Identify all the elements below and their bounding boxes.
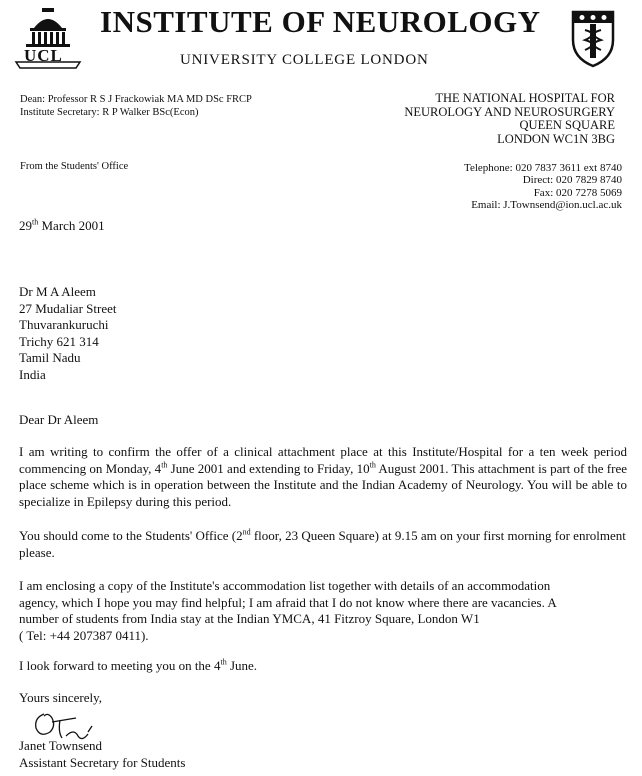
closing: Yours sincerely, — [19, 690, 103, 705]
contact-block — [464, 162, 622, 211]
hospital-crest-logo — [569, 10, 617, 68]
signatory-title: Assistant Secretary for Students — [19, 755, 186, 770]
address-line: Trichy 621 314 — [19, 333, 99, 349]
dean-line: Dean: Professor R S J Frackowiak MA MD DSc FRCP — [20, 94, 252, 105]
ucl-logo — [14, 6, 82, 72]
hospital-address — [404, 92, 615, 146]
hospital-line: THE NATIONAL HOSPITAL FOR — [435, 91, 615, 105]
email: Email: J.Townsend@ion.ucl.ac.uk — [471, 198, 622, 211]
direct-line: Direct: 020 7829 8740 — [522, 174, 622, 187]
telephone: Telephone: 020 7837 3611 ext 8740 — [464, 162, 622, 174]
hospital-line: LONDON WC1N 3BG — [497, 131, 615, 146]
paragraph-offer: I am writing to confirm the offer of a clinical attachment place at this Institute/Hospital for a ten week period commencing on Monday, 4th June 2001 and extending to Friday, 10th August 2001. This attachment is part of the free place scheme which is in operation between the Institute and the Indian Academy of Neurology. You will be able to specialize in Epilepsy during this period. — [19, 444, 627, 509]
recipient-address — [19, 284, 116, 383]
address-line: Tamil Nadu — [19, 350, 81, 365]
signatory-name: Janet Townsend — [19, 738, 102, 753]
hospital-line: QUEEN SQUARE — [519, 118, 615, 132]
letter-date: 29th March 2001 — [19, 217, 105, 233]
hospital-line: NEUROLOGY AND NEUROSURGERY — [404, 104, 615, 119]
institute-title: INSTITUTE OF NEUROLOGY — [100, 4, 541, 39]
salutation: Dear Dr Aleem — [19, 412, 99, 427]
fax: Fax: 020 7278 5069 — [533, 186, 622, 199]
paragraph-accommodation: I am enclosing a copy of the Institute's accommodation list together with details of an accommodation agency, which I hope you may find helpful; I am afraid that I do not know where there are vacancies. A number of students from India stay at the Indian YMCA, 41 Fitzroy Square, London W1 ( Tel: +44 207387 0411). — [19, 578, 557, 643]
ucl-logo-text: UCL — [24, 46, 63, 65]
address-line: Thuvarankuruchi — [19, 317, 109, 332]
institute-subtitle: UNIVERSITY COLLEGE LONDON — [180, 52, 429, 68]
address-line: India — [19, 366, 46, 382]
from-office: From the Students' Office — [20, 161, 129, 172]
secretary-line: Institute Secretary: R P Walker BSc(Econ) — [20, 107, 199, 118]
address-line: Dr M A Aleem — [19, 284, 96, 299]
paragraph-enrolment: You should come to the Students' Office (2nd floor, 23 Queen Square) at 9.15 am on your first morning for enrolment please. — [19, 527, 626, 560]
address-line: 27 Mudaliar Street — [19, 300, 117, 316]
paragraph-closing: I look forward to meeting you on the 4th June. — [19, 657, 258, 673]
